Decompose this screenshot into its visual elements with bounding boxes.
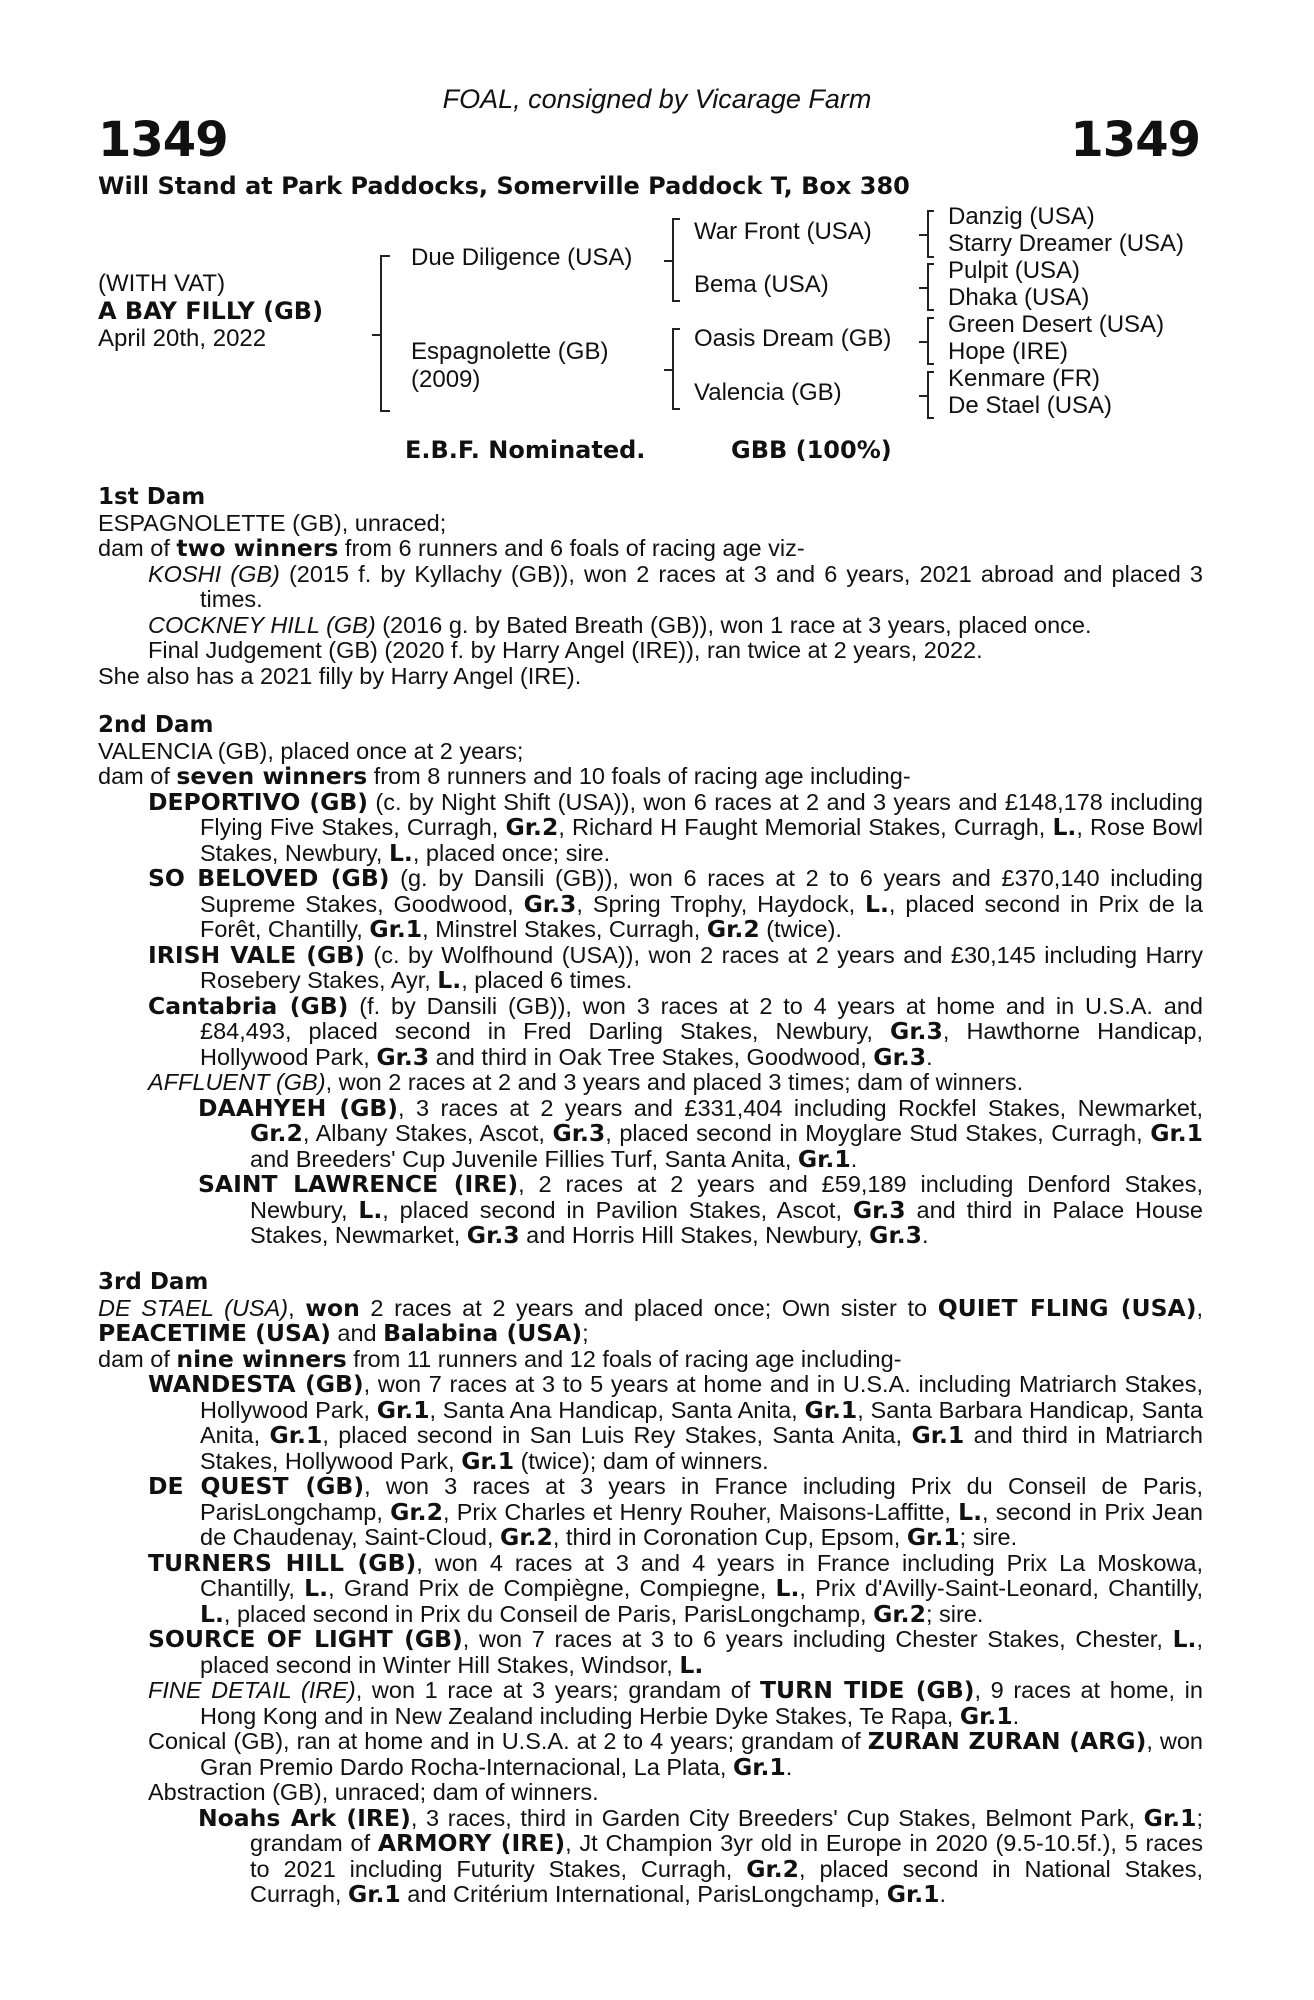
dam-sire: Oasis Dream (GB): [694, 325, 892, 352]
first-dam-section: [98, 485, 1203, 689]
first-dam-heading: 1st Dam: [98, 484, 206, 510]
third-dam-heading: 3rd Dam: [98, 1269, 209, 1295]
third-dam-line: DE STAEL (USA), won 2 races at 2 years and placed once; Own sister to QUIET FLING (USA), PEACETIME (USA) and Balabina (USA);: [98, 1293, 1204, 1347]
pedigree-brace-main: [380, 255, 390, 412]
ped-ssd: Starry Dreamer (USA): [948, 230, 1185, 257]
second-dam-produce: IRISH VALE (GB) (c. by Wolfhound (USA)), won 2 races at 2 years and £30,145 including Harry Rosebery Stakes, Ayr, L., placed 6 times.: [148, 940, 1203, 994]
third-dam-grandproduce: Noahs Ark (IRE), 3 races, third in Garden City Breeders' Cup Stakes, Belmont Park, Gr.1; grandam of ARMORY (IRE), Jt Champion 3yr old in Europe in 2020 (9.5-10.5f.), 5 races to 2021 including Futurity Stakes, Curragh, Gr.2, placed second in National Stakes, Curragh, Gr.1 and Critérium International, ParisLongchamp, Gr.1.: [198, 1803, 1203, 1908]
sire-dam: Bema (USA): [694, 271, 829, 298]
ebf-note: E.B.F. Nominated.: [405, 436, 646, 464]
second-dam-line: dam of seven winners from 8 runners and 10 foals of racing age including-: [98, 762, 911, 790]
dam-dam: Valencia (GB): [694, 379, 842, 406]
stand-location: Will Stand at Park Paddocks, Somerville Paddock T, Box 380: [98, 172, 910, 200]
ped-ddd: De Stael (USA): [948, 392, 1113, 419]
pedigree-brace-3: [927, 317, 934, 365]
second-dam-section: [98, 713, 1203, 1249]
gbb-note: GBB (100%): [731, 436, 892, 464]
third-dam-section: [98, 1270, 1203, 1908]
third-dam-produce: FINE DETAIL (IRE), won 1 race at 3 years; grandam of TURN TIDE (GB), 9 races at home, in Hong Kong and in New Zealand including Herbie Dyke Stakes, Te Rapa, Gr.1.: [148, 1676, 1203, 1730]
third-dam-produce: DE QUEST (GB), won 3 races at 3 years in France including Prix du Conseil de Paris, ParisLongchamp, Gr.2, Prix Charles et Henry Rouher, Maisons-Laffitte, L., second in Prix Jean de Chaudenay, Saint-Cloud, Gr.2, third in Coronation Cup, Epsom, Gr.1; sire.: [148, 1472, 1203, 1551]
pedigree-brace-1: [927, 210, 934, 258]
ped-sds: Pulpit (USA): [948, 257, 1081, 284]
first-dam-line: She also has a 2021 filly by Harry Angel (IRE).: [98, 662, 582, 689]
pedigree-brace-4: [927, 371, 934, 419]
second-dam-produce: Cantabria (GB) (f. by Dansili (GB)), won 3 races at 2 to 4 years at home and in U.S.A. and £84,493, placed second in Fred Darling Stakes, Newbury, Gr.3, Hawthorne Handicap, Hollywood Park, Gr.3 and third in Oak Tree Stakes, Goodwood, Gr.3.: [148, 991, 1203, 1071]
first-dam-produce: Final Judgement (GB) (2020 f. by Harry Angel (IRE)), ran twice at 2 years, 2022.: [148, 637, 983, 663]
second-dam-heading: 2nd Dam: [98, 712, 214, 738]
pedigree-brace-sire: [672, 218, 680, 302]
second-dam-produce: DEPORTIVO (GB) (c. by Night Shift (USA)), won 6 races at 2 and 3 years and £148,178 including Flying Five Stakes, Curragh, Gr.2, Richard H Faught Memorial Stakes, Curragh, L., Rose Bowl Stakes, Newbury, L., placed once; sire.: [148, 787, 1203, 867]
first-dam-produce: COCKNEY HILL (GB) (2016 g. by Bated Breath (GB)), won 1 race at 3 years, placed once.: [148, 611, 1092, 638]
third-dam-produce: Conical (GB), ran at home and in U.S.A. at 2 to 4 years; grandam of ZURAN ZURAN (ARG), won Gran Premio Dardo Rocha-Internacional, La Plata, Gr.1.: [148, 1727, 1204, 1781]
foaling-date: April 20th, 2022: [98, 325, 267, 352]
ped-sdd: Dhaka (USA): [948, 284, 1090, 311]
horse-name: A BAY FILLY (GB): [98, 297, 324, 325]
second-dam-produce: AFFLUENT (GB), won 2 races at 2 and 3 years and placed 3 times; dam of winners.: [148, 1069, 1024, 1095]
pedigree-brace-2: [927, 263, 934, 311]
third-dam-line: dam of nine winners from 11 runners and 12 foals of racing age including-: [98, 1344, 902, 1373]
first-dam-line: ESPAGNOLETTE (GB), unraced;: [98, 509, 447, 536]
second-dam-line: VALENCIA (GB), placed once at 2 years;: [98, 737, 524, 764]
third-dam-produce: SOURCE OF LIGHT (GB), won 7 races at 3 to 6 years including Chester Stakes, Chester, L., placed second in Winter Hill Stakes, Windsor, L.: [148, 1625, 1203, 1679]
consignor-line: FOAL, consigned by Vicarage Farm: [442, 84, 872, 114]
third-dam-produce: TURNERS HILL (GB), won 4 races at 3 and 4 years in France including Prix La Moskowa, Chantilly, L., Grand Prix de Compiègne, Compiegne, L., Prix d'Avilly-Saint-Leonard, Chantilly, L., placed second in Prix du Conseil de Paris, ParisLongchamp, Gr.2; sire.: [148, 1548, 1204, 1628]
first-dam-line: dam of two winners from 6 runners and 6 foals of racing age viz-: [98, 534, 805, 562]
ped-sss: Danzig (USA): [948, 203, 1095, 230]
lot-number-left: 1349: [98, 112, 228, 168]
ped-dds: Kenmare (FR): [948, 365, 1101, 392]
pedigree-brace-dam: [672, 328, 680, 410]
lot-number-right: 1349: [1070, 112, 1200, 168]
sire-sire: War Front (USA): [694, 218, 872, 245]
second-dam-grandproduce: SAINT LAWRENCE (IRE), 2 races at 2 years and £59,189 including Denford Stakes, Newbury, L., placed second in Pavilion Stakes, Ascot, Gr.3 and third in Palace House Stakes, Newmarket, Gr.3 and Horris Hill Stakes, Newbury, Gr.3.: [198, 1170, 1203, 1249]
sire-name: Due Diligence (USA): [411, 244, 633, 271]
ped-dsd: Hope (IRE): [948, 338, 1069, 365]
second-dam-produce: SO BELOVED (GB) (g. by Dansili (GB)), won 6 races at 2 to 6 years and £370,140 including Supreme Stakes, Goodwood, Gr.3, Spring Trophy, Haydock, L., placed second in Prix de la Forêt, Chantilly, Gr.1, Minstrel Stakes, Curragh, Gr.2 (twice).: [148, 864, 1203, 943]
first-dam-produce: KOSHI (GB) (2015 f. by Kyllachy (GB)), won 2 races at 3 and 6 years, 2021 abroad and placed 3 times.: [148, 560, 1203, 612]
ped-dss: Green Desert (USA): [948, 311, 1165, 338]
second-dam-grandproduce: DAAHYEH (GB), 3 races at 2 years and £331,404 including Rockfel Stakes, Newmarket, Gr.2, Albany Stakes, Ascot, Gr.3, placed second in Moyglare Stud Stakes, Curragh, Gr.1 and Breeders' Cup Juvenile Fillies Turf, Santa Anita, Gr.1.: [198, 1093, 1203, 1173]
dam-year: (2009): [411, 366, 481, 393]
third-dam-produce: Abstraction (GB), unraced; dam of winners.: [148, 1779, 599, 1805]
dam-name: Espagnolette (GB): [411, 338, 609, 365]
vat-note: (WITH VAT): [98, 270, 226, 297]
third-dam-produce: WANDESTA (GB), won 7 races at 3 to 5 years at home and in U.S.A. including Matriarch Stakes, Hollywood Park, Gr.1, Santa Ana Handicap, Santa Anita, Gr.1, Santa Barbara Handicap, Santa Anita, Gr.1, placed second in San Luis Rey Stakes, Santa Anita, Gr.1 and third in Matriarch Stakes, Hollywood Park, Gr.1 (twice); dam of winners.: [148, 1370, 1203, 1475]
